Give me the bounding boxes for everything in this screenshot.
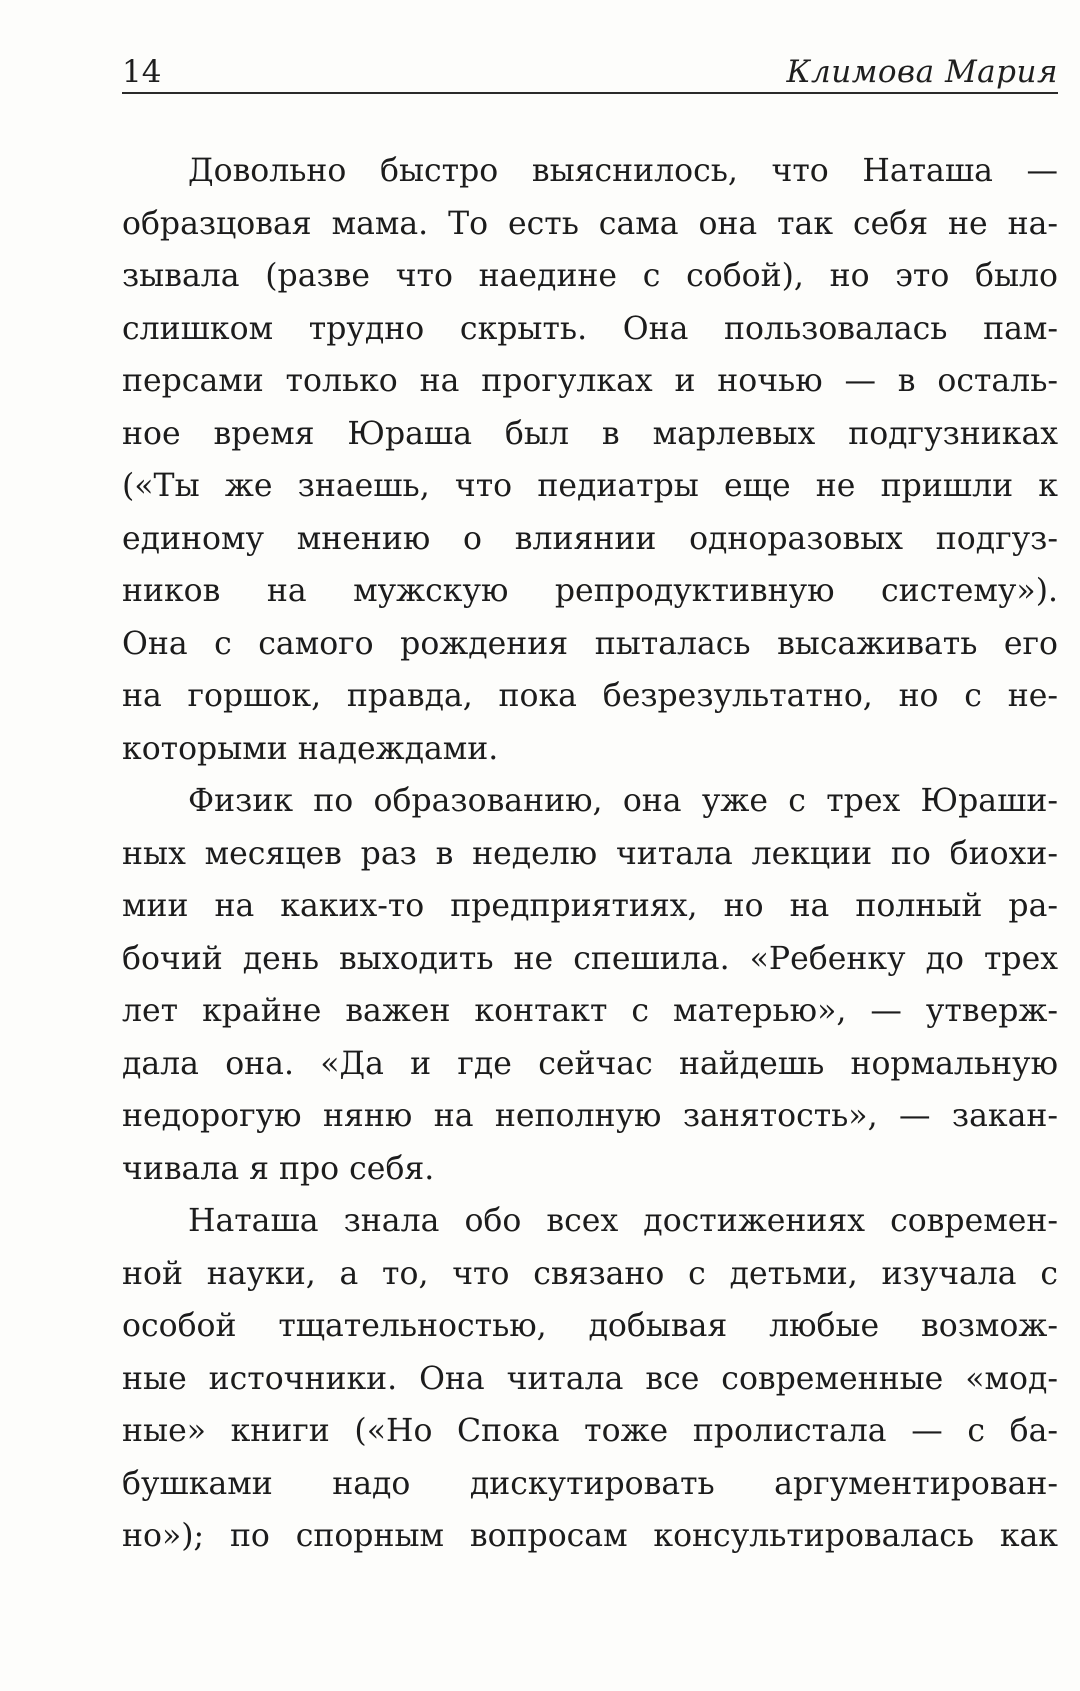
- paragraph-3: [122, 1195, 1058, 1563]
- text-line: ных месяцев раз в неделю читала лекции по биохи-: [122, 835, 1058, 872]
- text-line: бушками надо дискутировать аргументирован-: [122, 1465, 1058, 1502]
- text-line: особой тщательностью, добывая любые возмож-: [122, 1308, 1058, 1344]
- paragraph-1: [122, 145, 1058, 775]
- text-line: зывала (разве что наедине с собой), но это было: [122, 258, 1058, 294]
- text-line: («Ты же знаешь, что педиатры еще не пришли к: [122, 468, 1058, 504]
- text-line: дала она. «Да и где сейчас найдешь нормальную: [122, 1045, 1058, 1082]
- text-line: мии на каких-то предприятиях, но на полный ра-: [122, 888, 1058, 924]
- text-line: бочий день выходить не спешила. «Ребенку до трех: [122, 940, 1058, 977]
- running-head-author: Климова Мария: [786, 54, 1058, 90]
- text-line: ников на мужскую репродуктивную систему»).: [122, 573, 1058, 609]
- text-line: Наташа знала обо всех достижениях современ-: [188, 1203, 1058, 1239]
- text-line: но»); по спорным вопросам консультировалась как: [122, 1518, 1058, 1554]
- text-line: на горшок, правда, пока безрезультатно, но с не-: [122, 678, 1058, 714]
- text-line: ной науки, а то, что связано с детьми, изучала с: [122, 1255, 1058, 1292]
- page-number: 14: [122, 54, 162, 90]
- running-head: [122, 44, 1058, 94]
- text-line: Физик по образованию, она уже с трех Юраши-: [188, 783, 1058, 819]
- text-line: лет крайне важен контакт с матерью», — утверж-: [122, 993, 1058, 1029]
- text-line: чивала я про себя.: [122, 1150, 435, 1187]
- text-line: слишком трудно скрыть. Она пользовалась пам-: [122, 310, 1058, 347]
- text-line: которыми надеждами.: [122, 730, 499, 767]
- text-line: Довольно быстро выяснилось, что Наташа —: [188, 153, 1058, 189]
- text-line: образцовая мама. То есть сама она так себя не на-: [122, 205, 1058, 242]
- text-line: единому мнению о влиянии одноразовых подгуз-: [122, 520, 1058, 557]
- text-line: ные источники. Она читала все современные «мод-: [122, 1360, 1058, 1397]
- body-text: [122, 145, 1058, 1563]
- text-line: ное время Юраша был в марлевых подгузниках: [122, 415, 1058, 452]
- text-line: персами только на прогулках и ночью — в осталь-: [122, 363, 1058, 399]
- text-line: Она с самого рождения пыталась высаживать его: [122, 625, 1058, 662]
- paragraph-2: [122, 775, 1058, 1195]
- text-line: ные» книги («Но Спока тоже пролистала — с ба-: [122, 1413, 1058, 1449]
- text-line: недорогую няню на неполную занятость», — закан-: [122, 1098, 1058, 1134]
